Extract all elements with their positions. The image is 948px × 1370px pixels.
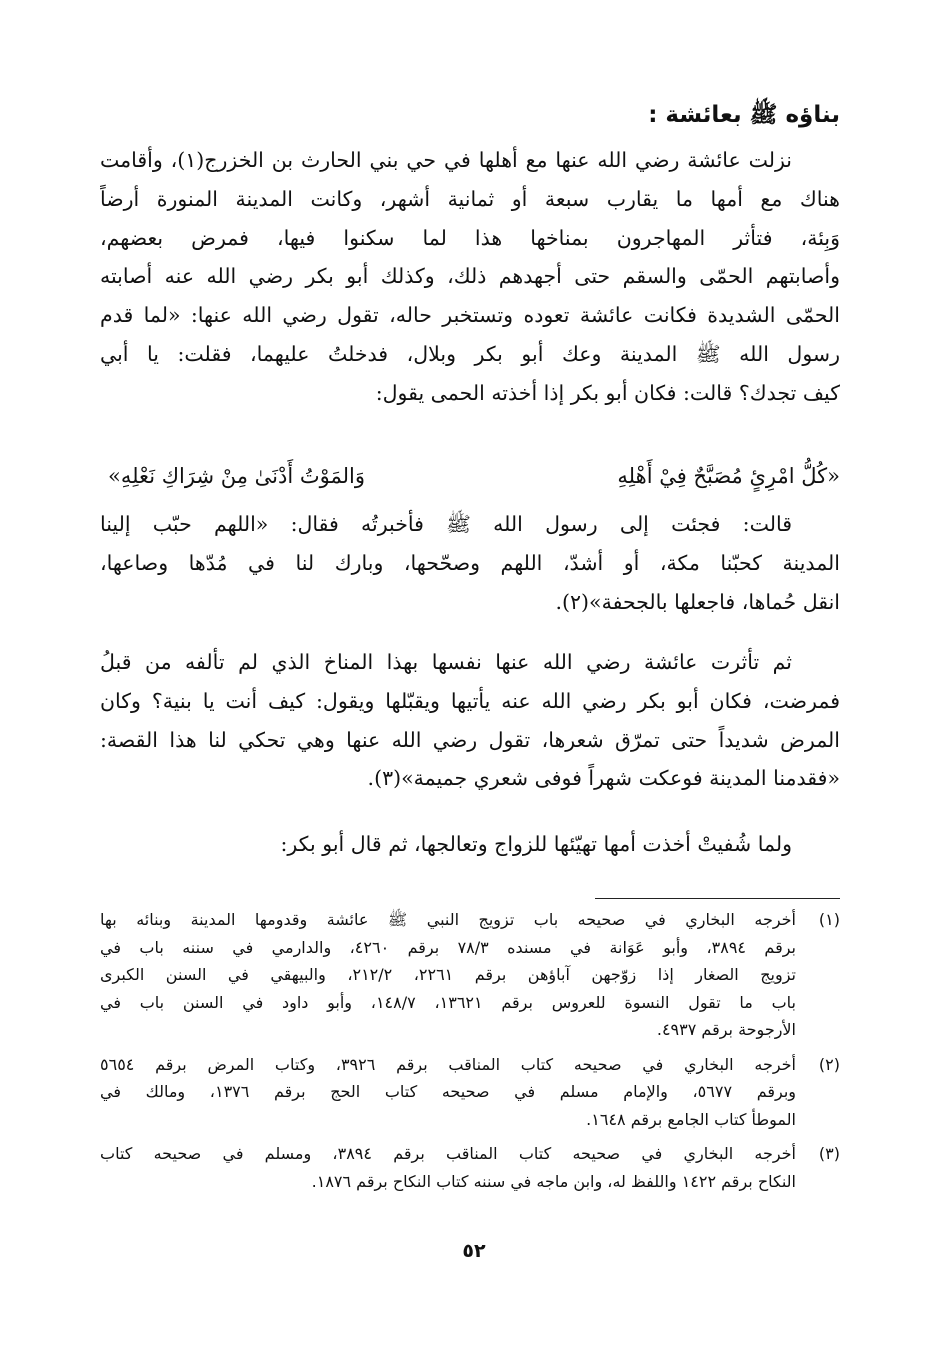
footnote-line: أخرجه البخاري في صحيحه كتاب المناقب برقم ٣٩٢٦، وكتاب المرض برقم ٥٦٥٤ (100, 1054, 796, 1074)
text-line: قالت: فجئت إلى رسول الله ﷺ فأخبرتُه فقال: «اللهم حبّب إلينا (100, 512, 792, 536)
text-line: وأصابتهم الحمّى والسقم حتى أجهدهم ذلك، وكذلك أبو بكر رضي الله عنه أصابته (100, 264, 840, 289)
text-line: انقل حُماها، فاجعلها بالجحفة»(٢). (555, 589, 840, 614)
text-line: هناك مع أمها ما يقارب سبعة أو ثمانية أشهر، وكانت المدينة المنورة أرضاً (100, 186, 840, 211)
footnote-number: (٢) (818, 1054, 840, 1074)
footnote (100, 906, 840, 1044)
footnote (100, 1051, 840, 1134)
text-line: الحمّى الشديدة فكانت عائشة تعوده وتستخبر حاله، تقول رضي الله عنها: «لما قدم (100, 303, 840, 328)
footnote (100, 1140, 840, 1195)
paragraph (100, 141, 840, 413)
paragraph (100, 825, 840, 864)
footnote-line: برقم ٣٨٩٤، وأبو عَوَانة في مسنده ٧٨/٣ برقم ٤٢٦٠، والدارمي في سننه باب في (100, 937, 796, 957)
footnote-separator (595, 898, 840, 899)
footnote-line: الموطأ كتاب الجامع برقم ١٦٤٨. (586, 1109, 796, 1129)
verse-second-hemistich: وَالمَوْتُ أَدْنَىٰ مِنْ شِرَاكِ نَعْلِهِ» (108, 464, 365, 488)
footnote-line: النكاح برقم ١٤٢٢ واللفظ له، وابن ماجه في سننه كتاب النكاح برقم ١٨٧٦. (311, 1171, 796, 1191)
footnote-number: (١) (818, 910, 840, 929)
footnote-line: وبرقم ٥٦٧٧، والإمام مسلم في صحيحه كتاب الحج برقم ١٣٧٦، ومالك في (100, 1082, 796, 1101)
text-line: رسول الله ﷺ المدينة وعك أبو بكر وبلال، فدخلتُ عليهما، فقلت: يا أبي (100, 341, 840, 366)
text-line: ولما شُفيتْ أخذت أمها تهيّئها للزواج وتعالجها، ثم قال أبو بكر: (280, 832, 792, 856)
text-line: «فقدمنا المدينة فوعكت شهراً فوفى شعري جميمة»(٣). (367, 766, 840, 791)
text-line: فمرضت، فكان أبو بكر رضي الله عنه يأتيها ويقبّلها ويقول: كيف أنت يا بنية؟ وكان (100, 688, 840, 713)
text-line: كيف تجدك؟ قالت: فكان أبو بكر إذا أخذته الحمى يقول: (375, 380, 840, 405)
text-line: وَبِئة، فتأثر المهاجرون بمناخها هذا لما سكنوا فيها، فمرض بعضهم، (100, 225, 840, 250)
footnote-line: تزويج الصغار إذا زوّجهن آباؤهن برقم ٢٢٦١، ٢١٢/٢، والبيهقي في السنن الكبرى (100, 965, 796, 984)
footnote-line: أخرجه البخاري في صحيحه باب تزويج النبي ﷺ عائشة وقدومها المدينة وبنائه بها (100, 910, 796, 929)
paragraph (100, 505, 840, 621)
text-line: نزلت عائشة رضي الله عنها مع أهلها في حي بني الحارث بن الخزرج(١)، وأقامت (100, 148, 792, 172)
paragraph (100, 643, 840, 798)
page-number: ٥٢ (462, 1240, 486, 1262)
footnote-number: (٣) (818, 1144, 840, 1163)
poetry-verse (100, 457, 840, 495)
verse-first-hemistich: «كُلُّ امْرِئٍ مُصَبَّحٌ فِيْ أَهْلِهِ (617, 464, 840, 488)
text-line: المرض شديداً حتى تمرّق شعرها، تقول رضي الله عنها وهي تحكي لنا هذا القصة: (100, 727, 840, 752)
footnotes (100, 906, 840, 1202)
footnote-line: باب ما تقول النسوة للعروس برقم ١٣٦٢١، ١٤٨/٧، وأبو داود في السنن باب في (100, 992, 796, 1012)
text-line: المدينة كحبّنا مكة، أو أشدّ، اللهم وصحّحها، وبارك لنا في مُدّها وصاعها، (100, 550, 840, 575)
footnote-line: الأرجوحة برقم ٤٩٣٧. (656, 1020, 796, 1039)
section-heading: بناؤه ﷺ بعائشة : (648, 102, 840, 128)
text-line: ثم تأثرت عائشة رضي الله عنها نفسها بهذا المناخ الذي لم تألفه من قبلُ (100, 650, 792, 674)
footnote-line: أخرجه البخاري في صحيحه كتاب المناقب برقم ٣٨٩٤، ومسلم في صحيحه كتاب (100, 1144, 796, 1163)
